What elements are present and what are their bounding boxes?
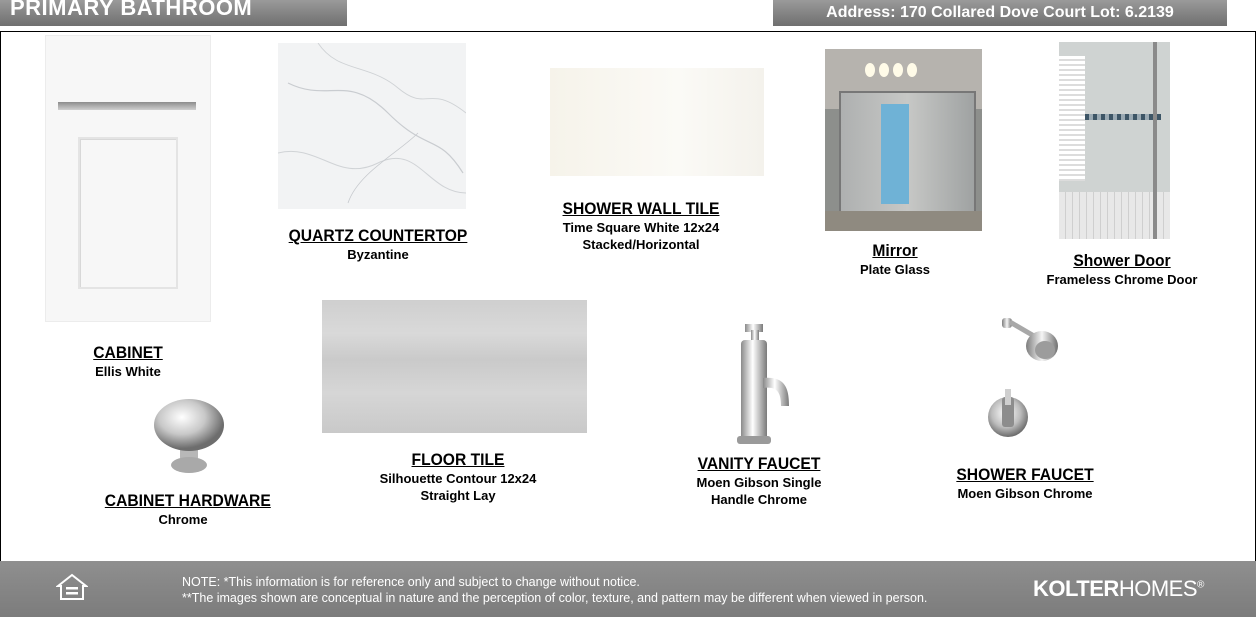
mirror-photo — [825, 49, 982, 231]
logo-bold-text: KOLTER — [1033, 576, 1119, 601]
footer-bar — [0, 561, 1256, 617]
floor-tile-sub-1: Silhouette Contour 12x24 — [379, 471, 537, 486]
disclaimer-line-1: NOTE: *This information is for reference only and subject to change without notice. — [182, 575, 640, 589]
shower-wall-tile-sub-2: Stacked/Horizontal — [582, 237, 700, 252]
shower-wall-tile-title: SHOWER WALL TILE — [562, 199, 720, 218]
cabinet-knob-image — [150, 395, 228, 477]
logo-light-text: HOMES — [1118, 576, 1197, 601]
vanity-faucet-title: VANITY FAUCET — [697, 454, 821, 473]
cabinet-hardware-title: CABINET HARDWARE — [104, 491, 271, 510]
disclaimer-line-2: **The images shown are conceptual in nature and the perception of color, texture, and pattern may be different when viewed in person. — [182, 591, 928, 605]
cabinet-swatch-image — [45, 35, 211, 322]
disclaimer-note — [182, 574, 927, 606]
shower-wall-tile-swatch-image — [550, 68, 764, 176]
shower-door-photo — [1059, 42, 1170, 239]
shower-door-title: Shower Door — [1073, 251, 1171, 270]
vanity-faucet-sub-1: Moen Gibson Single — [696, 475, 822, 490]
floor-tile-title: FLOOR TILE — [411, 450, 505, 469]
mirror-sub: Plate Glass — [859, 262, 931, 277]
shower-faucet-title: SHOWER FAUCET — [956, 465, 1094, 484]
cabinet-hardware-label — [98, 491, 271, 528]
equal-housing-opportunity-icon — [56, 573, 88, 603]
logo-trademark: ® — [1197, 579, 1204, 591]
shower-door-label — [1036, 251, 1208, 288]
shower-faucet-sub: Moen Gibson Chrome — [957, 486, 1093, 501]
cabinet-label — [68, 343, 188, 380]
address-banner: Address: 170 Collared Dove Court Lot: 6.2139 — [773, 0, 1227, 26]
quartz-label — [273, 226, 483, 263]
vanity-faucet-label — [690, 454, 828, 508]
cabinet-title: CABINET — [93, 343, 163, 362]
vanity-faucet-image — [733, 324, 793, 446]
floor-tile-label — [364, 450, 552, 504]
vanity-faucet-sub-2: Handle Chrome — [710, 492, 808, 507]
floor-tile-swatch-image — [322, 300, 587, 433]
shower-valve-image — [986, 389, 1030, 441]
shower-faucet-label — [944, 465, 1106, 502]
quartz-sub: Byzantine — [347, 247, 409, 262]
quartz-swatch-image — [278, 43, 466, 209]
floor-tile-sub-2: Straight Lay — [420, 488, 496, 503]
shower-wall-tile-label — [546, 199, 736, 253]
shower-door-sub: Frameless Chrome Door — [1046, 272, 1198, 287]
quartz-title: QUARTZ COUNTERTOP — [288, 226, 468, 245]
shower-head-image — [1000, 312, 1060, 364]
shower-wall-tile-sub-1: Time Square White 12x24 — [562, 220, 720, 235]
mirror-title: Mirror — [872, 241, 918, 260]
cabinet-hardware-sub: Chrome — [158, 512, 208, 527]
kolter-homes-logo — [1033, 576, 1204, 602]
mirror-label — [835, 241, 955, 278]
page-title: PRIMARY BATHROOM — [0, 0, 347, 26]
cabinet-sub: Ellis White — [95, 364, 161, 379]
